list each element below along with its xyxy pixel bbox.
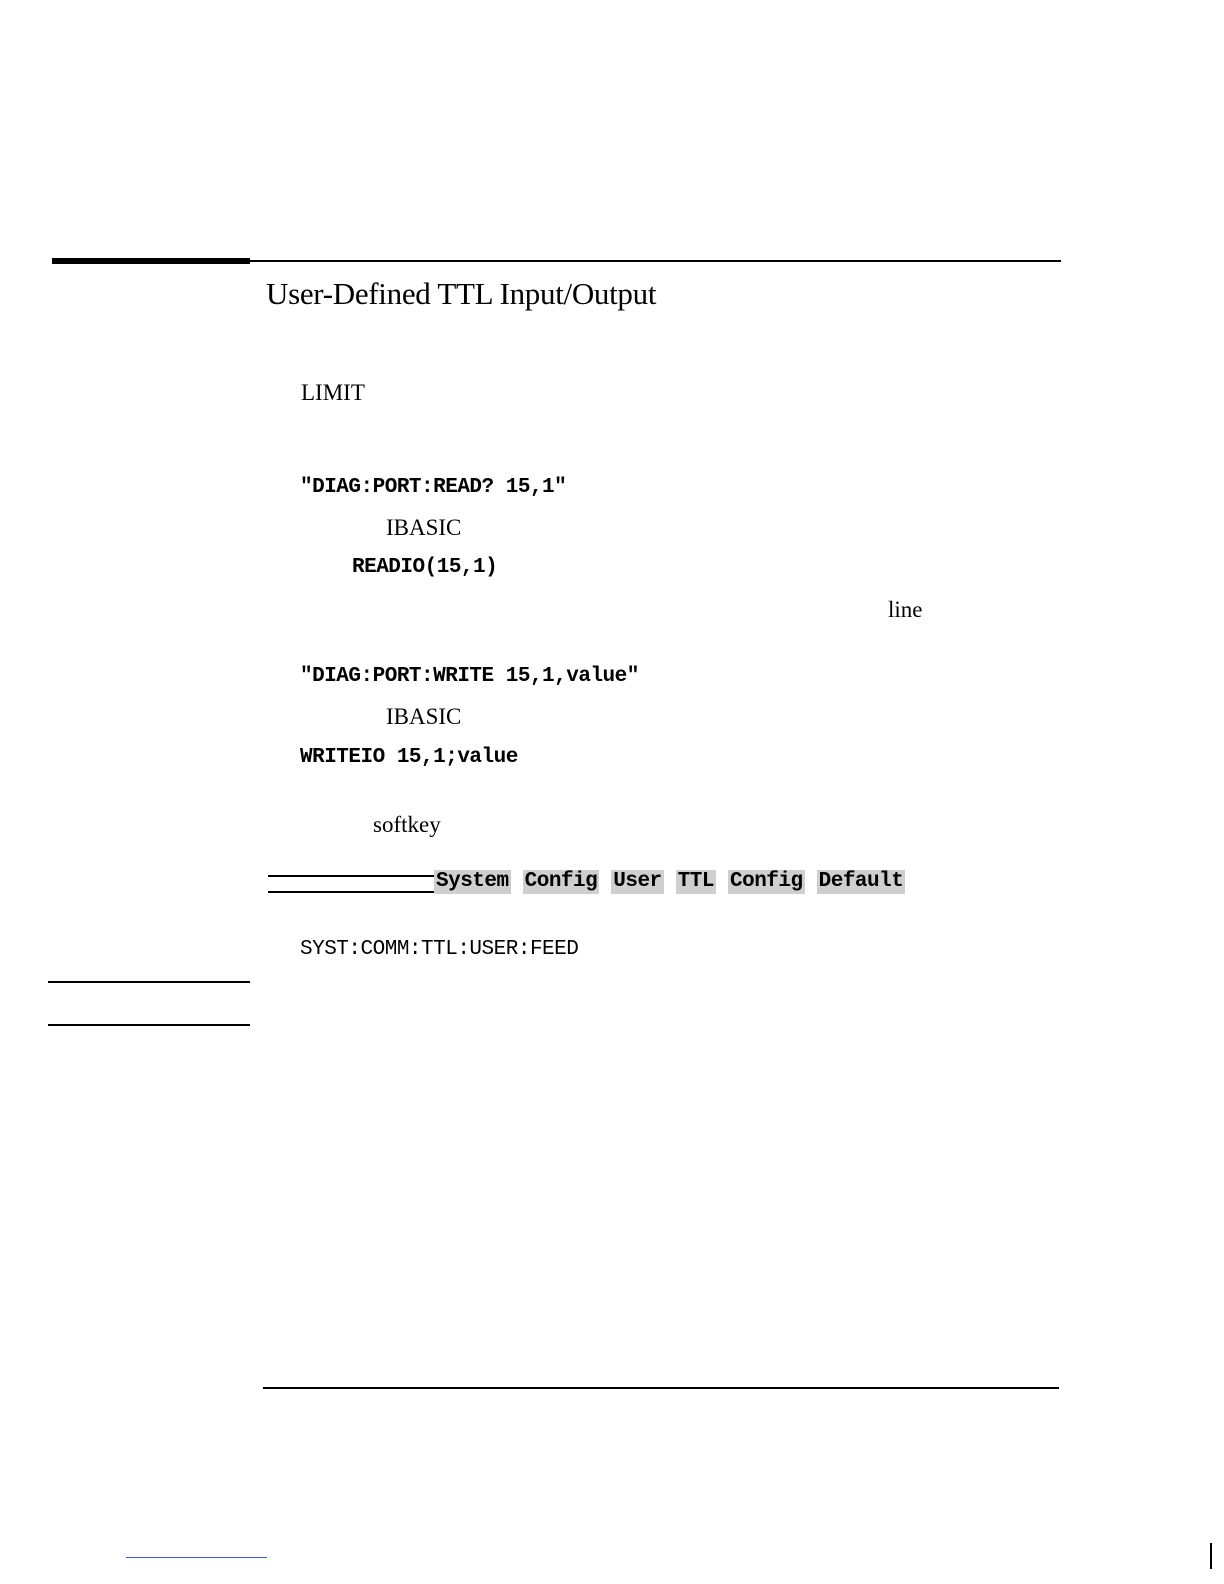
limit-text: LIMIT: [301, 380, 365, 405]
readio-command: READIO(15,1): [352, 556, 498, 579]
writeio-command: WRITEIO 15,1;value: [300, 746, 518, 769]
softkey-user[interactable]: User: [613, 870, 662, 893]
softkey-ttl[interactable]: TTL: [677, 870, 714, 893]
softkey-sequence: [434, 870, 905, 894]
softkey-system[interactable]: System: [436, 870, 509, 893]
ibasic-text-write: IBASIC: [386, 704, 462, 729]
header-rule-thick: [52, 258, 250, 264]
diag-port-write-command: "DIAG:PORT:WRITE 15,1,value": [300, 665, 639, 688]
margin-rule-1: [48, 981, 250, 983]
footer-link-underline[interactable]: [126, 1557, 267, 1558]
section-title: User-Defined TTL Input/Output: [266, 276, 657, 311]
footer-rule: [263, 1387, 1059, 1389]
change-bar-mark: [1210, 1543, 1212, 1569]
softkey-rule-bottom: [268, 891, 436, 893]
softkey-rule-top: [268, 875, 436, 877]
softkey-config[interactable]: Config: [524, 870, 598, 893]
softkey-default[interactable]: Default: [818, 870, 904, 893]
ibasic-text-read: IBASIC: [386, 515, 462, 540]
softkey-text: softkey: [373, 812, 441, 837]
margin-rule-2: [48, 1024, 250, 1026]
softkey-config-2[interactable]: Config: [729, 870, 803, 893]
header-rule-thin: [250, 260, 1061, 262]
line-text: line: [888, 597, 923, 622]
syst-comm-ttl-command: SYST:COMM:TTL:USER:FEED: [300, 938, 579, 961]
diag-port-read-command: "DIAG:PORT:READ? 15,1": [300, 476, 567, 499]
